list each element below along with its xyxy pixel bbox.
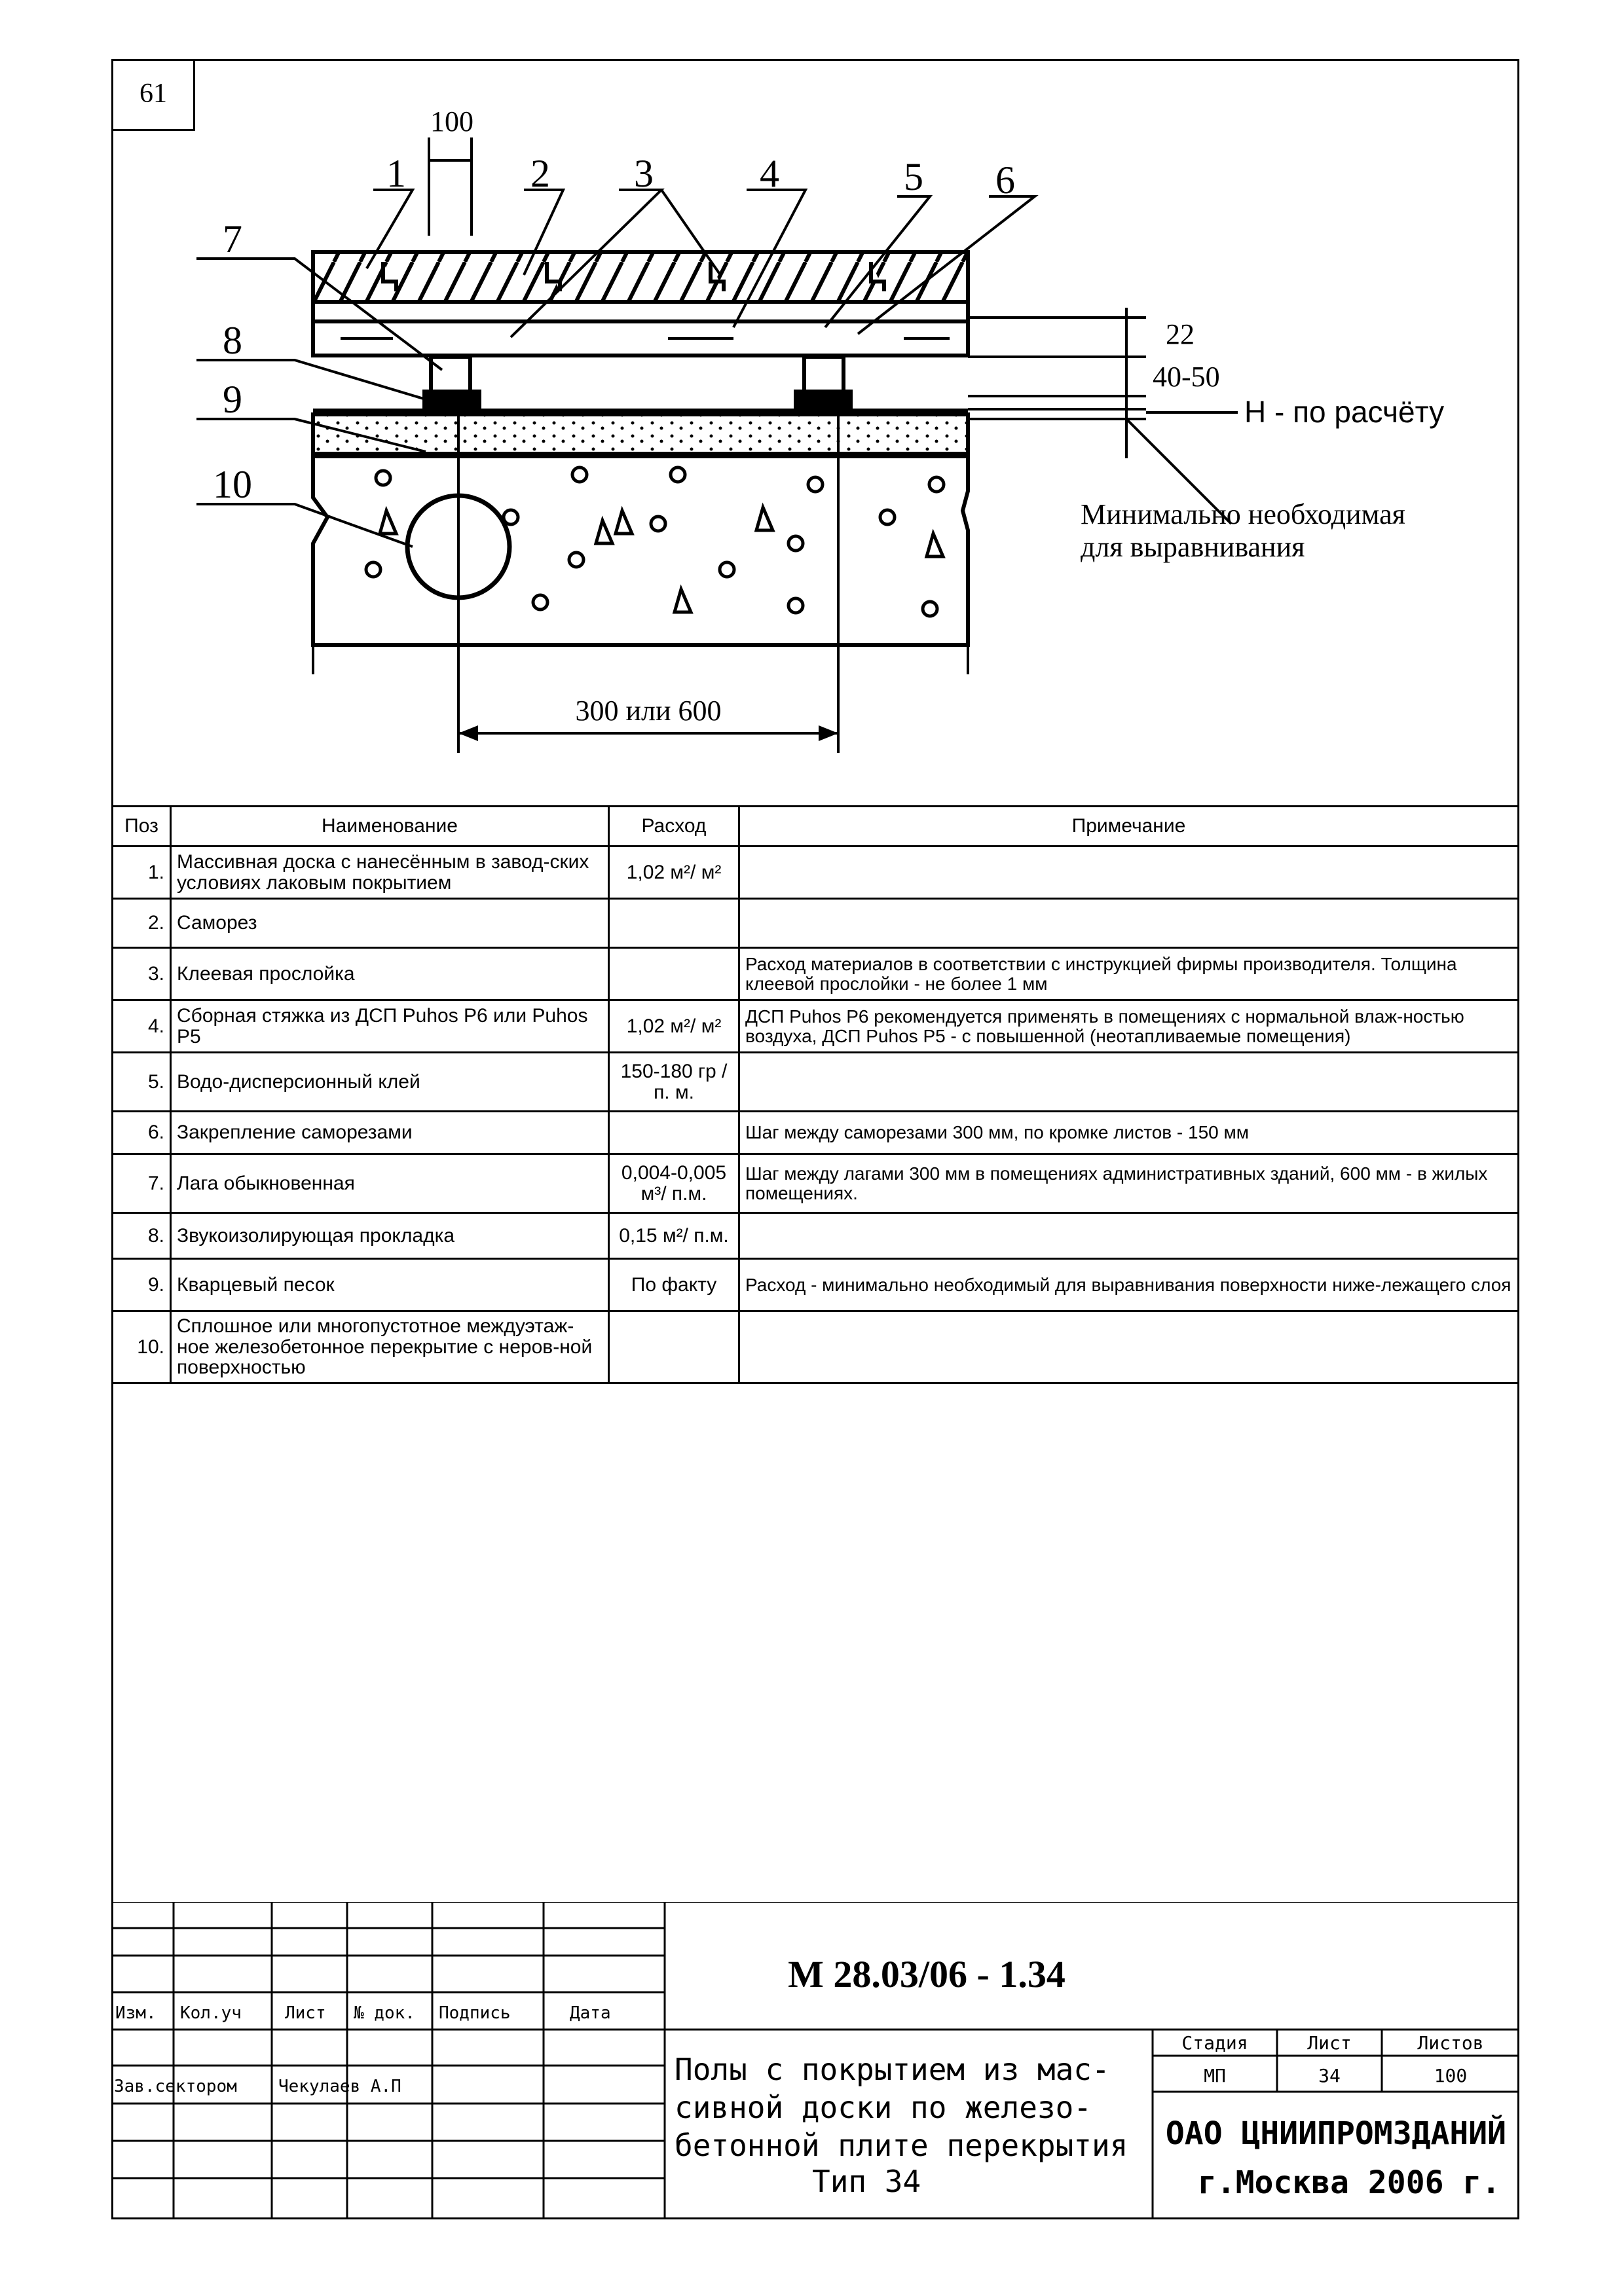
specification-table <box>111 805 1519 1384</box>
rev-h-date: Дата <box>570 2003 611 2023</box>
table-row: 8. Звукоизолирующая прокладка 0,15 м²/ п.м. <box>113 1213 1519 1259</box>
callout-3: 3 <box>634 152 654 195</box>
rev-h-kol: Кол.уч <box>180 2003 242 2023</box>
col-rate: Расход <box>609 807 739 847</box>
role-label: Зав.сектором <box>114 2077 237 2096</box>
dim-40-50: 40-50 <box>1153 361 1220 393</box>
sheets-header: Листов <box>1417 2032 1484 2054</box>
title-block <box>111 1902 1519 2219</box>
floor-section-drawing <box>0 0 1613 805</box>
callout-9: 9 <box>223 378 242 421</box>
dim-top-pitch: 100 <box>430 105 473 137</box>
person-name: Чекулаев А.П <box>278 2077 401 2096</box>
dim-span: 300 или 600 <box>575 695 722 727</box>
sheet-header: Лист <box>1307 2032 1352 2054</box>
table-header <box>113 807 1519 847</box>
table-row: 6. Закрепление саморезами Шаг между саморезами 300 мм, по кромке листов - 150 мм <box>113 1112 1519 1154</box>
callout-6: 6 <box>995 158 1015 202</box>
title-line-1: Полы с покрытием из мас- <box>675 2052 1110 2087</box>
table-row: 2. Саморез <box>113 899 1519 948</box>
table-row: 5. Водо-дисперсионный клей 150-180 гр /п. м. <box>113 1053 1519 1112</box>
pad-right <box>794 390 853 410</box>
dim-22: 22 <box>1166 318 1195 350</box>
rev-h-list: Лист <box>285 2003 326 2023</box>
org-name: ОАО ЦНИИПРОМЗДАНИЙ <box>1165 2115 1507 2152</box>
callout-5: 5 <box>904 155 923 198</box>
table-row: 10. Сплошное или многопустотное междуэтаж-ное железобетонное перекрытие с неров-ной поверхностью <box>113 1311 1519 1383</box>
table-row: 7. Лага обыкновенная 0,004-0,005 м³/ п.м. Шаг между лагами 300 мм в помещениях административных зданий, 600 мм - в жилых помещениях. <box>113 1154 1519 1213</box>
particleboard-layer <box>313 321 968 355</box>
sheet-value: 34 <box>1318 2065 1341 2086</box>
table-row: 9. Кварцевый песок По факту Расход - минимально необходимый для выравнивания поверхности ниже-лежащего слоя <box>113 1259 1519 1311</box>
table-row: 1. Массивная доска с нанесённым в завод-ских условиях лаковым покрытием 1,02 м²/ м² <box>113 847 1519 899</box>
title-line-4: Тип 34 <box>812 2164 921 2199</box>
rev-h-izm: Изм. <box>115 2003 157 2023</box>
sheet-number: 61 <box>111 59 195 131</box>
col-pos: Поз <box>113 807 171 847</box>
callout-8: 8 <box>223 319 242 362</box>
col-note: Примечание <box>739 807 1519 847</box>
rev-h-doc: № док. <box>354 2003 415 2023</box>
h-note: Н - по расчёту <box>1244 395 1445 429</box>
stage-header: Стадия <box>1181 2032 1248 2054</box>
table-row: 3. Клеевая прослойка Расход материалов в соответствии с инструкцией фирмы производителя. Толщина клеевой прослойки - не более 1 мм <box>113 948 1519 1000</box>
callout-1: 1 <box>386 152 406 195</box>
sheets-value: 100 <box>1434 2065 1468 2086</box>
title-line-3: бетонной плите перекрытия <box>675 2128 1128 2163</box>
org-city-year: г.Москва 2006 г. <box>1197 2164 1501 2201</box>
min-note-line1: Минимально необходимая <box>1081 498 1405 530</box>
col-name: Наименование <box>171 807 609 847</box>
stage-value: МП <box>1204 2065 1226 2086</box>
title-line-2: сивной доски по железо- <box>675 2090 1092 2125</box>
callout-10: 10 <box>213 463 252 506</box>
rev-h-sign: Подпись <box>439 2003 511 2023</box>
callout-7: 7 <box>223 217 242 261</box>
pad-left <box>422 390 481 410</box>
min-note-line2: для выравнивания <box>1081 531 1305 563</box>
drawing-code: М 28.03/06 - 1.34 <box>788 1953 1066 1995</box>
callout-2: 2 <box>530 152 550 195</box>
callout-4: 4 <box>760 152 779 195</box>
glue-layer <box>313 302 968 321</box>
table-row: 4. Сборная стяжка из ДСП Puhos P6 или Puhos P5 1,02 м²/ м² ДСП Puhos P6 рекомендуется применять в помещениях с нормальной влаж-ностью воздуха, ДСП Puhos P5 - с повышенной (неотапливаемые помещения) <box>113 1000 1519 1053</box>
